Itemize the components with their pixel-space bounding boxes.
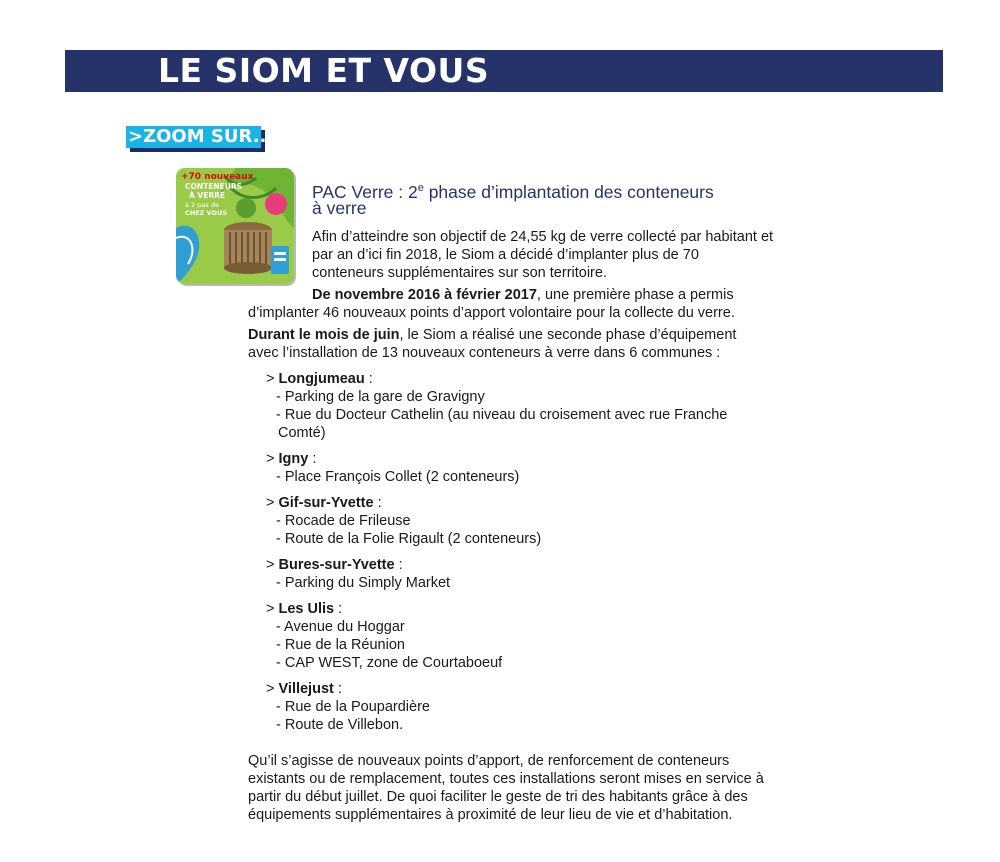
phase2-line2: avec l’installation de 13 nouveaux conteneurs à verre dans 6 communes : (248, 345, 721, 361)
header-banner (65, 50, 943, 92)
phase1-line1 (312, 286, 792, 304)
commune-suffix: : (333, 681, 342, 697)
commune-item: Comté) (278, 425, 326, 441)
commune-block (266, 600, 786, 672)
commune-item: - Route de Villebon. (276, 717, 404, 733)
poster-badge-line2: CONTENEURS (185, 182, 243, 191)
commune-name: Bures-sur-Yvette (278, 557, 395, 573)
poster-badge-line3: À VERRE (189, 191, 226, 200)
poster-badge-line5: CHEZ VOUS (185, 209, 228, 217)
commune-item: - Rocade de Frileuse (276, 513, 411, 529)
article-title-line2: à verre (312, 197, 367, 218)
article-title-rest: phase d’implantation des conteneurs (423, 181, 714, 202)
commune-item: - CAP WEST, zone de Courtaboeuf (276, 655, 503, 671)
commune-item: - Parking du Simply Market (276, 575, 451, 591)
commune-name: Villejust (278, 681, 334, 697)
phase1-text1: , une première phase a permis (536, 287, 734, 303)
commune-block (266, 680, 786, 734)
intro-paragraph: Afin d’atteindre son objectif de 24,55 kg de verre collecté par habitant et par an d’ici fin 2018, le Siom a décidé d’implanter plus de 70 conteneurs supplémentaires sur son territoire. (312, 229, 774, 281)
commune-prefix: > (266, 557, 279, 573)
commune-heading (266, 370, 786, 388)
commune-name: Igny (278, 451, 309, 467)
poster-image (176, 168, 294, 284)
commune-suffix: : (394, 557, 403, 573)
commune-block (266, 450, 786, 486)
commune-suffix: : (308, 451, 317, 467)
commune-item: - Rue de la Réunion (276, 637, 405, 653)
commune-heading (266, 556, 786, 574)
commune-name: Longjumeau (278, 371, 365, 387)
commune-item: - Avenue du Hoggar (276, 619, 405, 635)
communes-list (266, 370, 786, 742)
commune-item: - Route de la Folie Rigault (2 conteneurs) (276, 531, 542, 547)
commune-item: - Rue de la Poupardière (276, 699, 430, 715)
phase1-line2: d’implanter 46 nouveaux points d’apport volontaire pour la collecte du verre. (248, 305, 735, 321)
commune-block (266, 556, 786, 592)
commune-prefix: > (266, 451, 279, 467)
commune-block (266, 370, 786, 442)
commune-prefix: > (266, 681, 279, 697)
commune-name: Les Ulis (278, 601, 335, 617)
commune-suffix: : (373, 495, 382, 511)
commune-heading (266, 600, 786, 618)
commune-prefix: > (266, 495, 279, 511)
commune-suffix: : (334, 601, 343, 617)
article-title (312, 180, 772, 216)
commune-heading (266, 450, 786, 468)
phase2-text1: , le Siom a réalisé une seconde phase d’équipement (399, 327, 737, 343)
commune-item: - Parking de la gare de Gravigny (276, 389, 485, 405)
article-title-sup: e (417, 182, 424, 194)
phase2-line1 (248, 326, 808, 344)
commune-heading (266, 494, 786, 512)
commune-heading (266, 680, 786, 698)
conclusion-paragraph: Qu’il s’agisse de nouveaux points d’apport, de renforcement de conteneurs existants ou de remplacement, toutes ces installations seront mises en service à partir du début juillet. De quoi faciliter le geste de tri des habitants grâce à des équipements supplémentaires à proximité de leur lieu de vie et d’habitation. (248, 753, 764, 823)
phase2-bold: Durant le mois de juin (248, 327, 400, 343)
phase1-bold: De novembre 2016 à février 2017 (312, 287, 537, 303)
page-title: LE SIOM ET VOUS (158, 51, 490, 90)
commune-suffix: : (364, 371, 373, 387)
section-label: >ZOOM SUR.. (128, 126, 267, 147)
poster-badge-plus: +70 nouveaux (181, 172, 254, 182)
commune-name: Gif-sur-Yvette (278, 495, 374, 511)
article-title-main: PAC Verre : 2 (312, 181, 418, 202)
commune-prefix: > (266, 601, 279, 617)
commune-prefix: > (266, 371, 279, 387)
commune-item: - Rue du Docteur Cathelin (au niveau du croisement avec rue Franche (276, 407, 728, 423)
poster-badge-line4: à 2 pas de (185, 201, 219, 209)
commune-block (266, 494, 786, 548)
commune-item: - Place François Collet (2 conteneurs) (276, 469, 520, 485)
